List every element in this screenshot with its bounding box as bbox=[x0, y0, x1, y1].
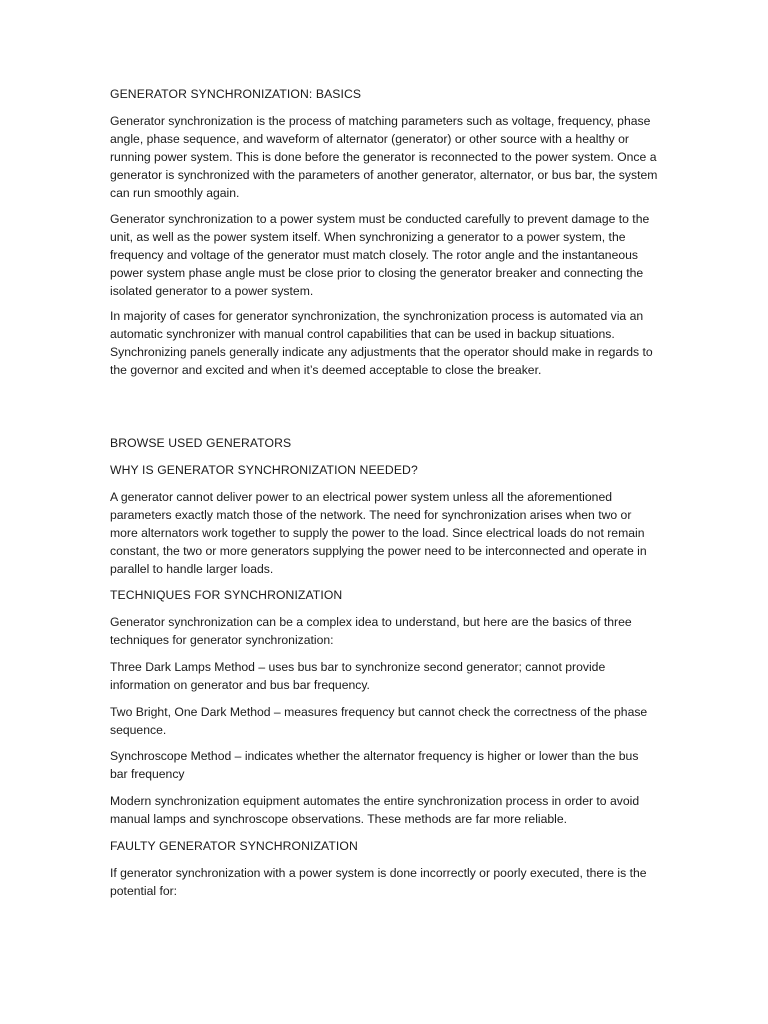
heading-browse: BROWSE USED GENERATORS bbox=[110, 436, 292, 450]
paragraph-modern: Modern synchronization equipment automates the entire synchronization process in order to avoid manual lamps and synchroscope observations. These methods are far more reliable. bbox=[110, 794, 640, 826]
paragraph-two-bright: Two Bright, One Dark Method – measures frequency but cannot check the correctness of the phase sequence. bbox=[110, 705, 648, 737]
heading-techniques: TECHNIQUES FOR SYNCHRONIZATION bbox=[110, 588, 343, 602]
heading-basics: GENERATOR SYNCHRONIZATION: BASICS bbox=[110, 87, 362, 101]
heading-why: WHY IS GENERATOR SYNCHRONIZATION NEEDED? bbox=[110, 463, 418, 477]
paragraph-faulty: If generator synchronization with a power system is done incorrectly or poorly executed, there is the potential for: bbox=[110, 866, 647, 898]
heading-faulty: FAULTY GENERATOR SYNCHRONIZATION bbox=[110, 839, 358, 853]
paragraph-three-dark-lamps: Three Dark Lamps Method – uses bus bar to synchronize second generator; cannot provide information on generator and bus bar frequency. bbox=[110, 660, 606, 692]
paragraph-synchroscope: Synchroscope Method – indicates whether the alternator frequency is higher or lower than the bus bar frequency bbox=[110, 749, 639, 781]
paragraph-techniques-intro: Generator synchronization can be a complex idea to understand, but here are the basics of three techniques for generator synchronization: bbox=[110, 615, 632, 647]
paragraph-intro: Generator synchronization is the process of matching parameters such as voltage, frequency, phase angle, phase sequence, and waveform of alternator (generator) or other source with a healthy or running power system. This is done before the generator is reconnected to the power system. Once a generator is synchronized with the parameters of another generator, alternator, or bus bar, the system can run smoothly again. bbox=[110, 114, 658, 200]
paragraph-careful: Generator synchronization to a power system must be conducted carefully to prevent damage to the unit, as well as the power system itself. When synchronizing a generator to a power system, the frequency and voltage of the generator must match closely. The rotor angle and the instantaneous power system phase angle must be close prior to closing the generator breaker and connecting the isolated generator to a power system. bbox=[110, 212, 650, 298]
paragraph-why: A generator cannot deliver power to an electrical power system unless all the aforementioned parameters exactly match those of the network. The need for synchronization arises when two or more alternators work together to supply the power to the load. Since electrical loads do not remain constant, the two or more generators supplying the power need to be interconnected and operate in parallel to handle larger loads. bbox=[110, 490, 647, 576]
paragraph-automated: In majority of cases for generator synchronization, the synchronization process is automated via an automatic synchronizer with manual control capabilities that can be used in backup situations. Synchronizing panels generally indicate any adjustments that the operator should make in regards to the governor and excited and when it’s deemed acceptable to close the breaker. bbox=[110, 309, 653, 377]
